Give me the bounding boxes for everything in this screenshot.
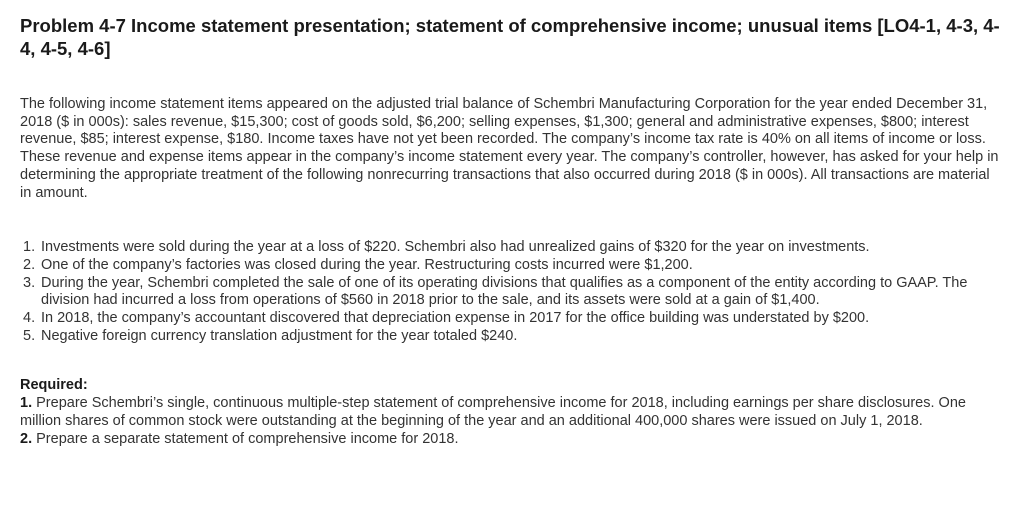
transaction-number: 3. — [23, 274, 36, 291]
required-number: 1. — [20, 395, 33, 412]
required-heading: Required: — [20, 377, 88, 394]
required-item — [20, 395, 1000, 430]
required-number: 2. — [20, 430, 33, 447]
required-text: Prepare a separate statement of comprehensive income for 2018. — [36, 430, 459, 447]
transaction-text: During the year, Schembri completed the sale of one of its operating divisions that qualifies as a component of the entity according to GAAP. The division had incurred a loss from operations of $560 in 2018 prior to the sale, and its assets were sold at a gain of $1,400. — [41, 274, 968, 309]
transaction-item — [20, 257, 1001, 275]
transaction-list — [20, 239, 1004, 345]
transaction-number: 1. — [23, 239, 36, 256]
transaction-number: 4. — [23, 310, 36, 327]
problem-intro: The following income statement items appeared on the adjusted trial balance of Schembri Manufacturing Corporation for the year ended December 31, 2018 ($ in 000s): sales revenue, $15,300; cost of goods sold, $6,200; selling expenses, $1,300; general and administrative expenses, $800; interest revenue, $85; interest expense, $180. Income taxes have not yet been recorded. The company’s income tax rate is 40% on all items of income or loss. These revenue and expense items appear in the company’s income statement every year. The company’s controller, however, has asked for your help in determining the appropriate treatment of the following nonrecurring transactions that also occurred during 2018 ($ in 000s). All transactions are material in amount. — [20, 96, 999, 201]
transaction-text: In 2018, the company’s accountant discovered that depreciation expense in 2017 for the office building was understated by $200. — [41, 310, 870, 327]
transaction-number: 2. — [23, 256, 36, 273]
transaction-item — [20, 328, 1001, 346]
transaction-item — [20, 310, 1001, 328]
problem-title: Problem 4-7 Income statement presentation; statement of comprehensive income; unusual items [LO4-1, 4-3, 4-4, 4-5, 4-6] — [20, 15, 1000, 59]
transaction-text: One of the company’s factories was closed during the year. Restructuring costs incurred were $1,200. — [41, 256, 693, 273]
transaction-text: Negative foreign currency translation adjustment for the year totaled $240. — [41, 327, 518, 344]
transaction-item — [20, 275, 1001, 310]
transaction-text: Investments were sold during the year at a loss of $220. Schembri also had unrealized gains of $320 for the year on investments. — [41, 239, 870, 256]
required-section — [20, 377, 1000, 448]
required-text: Prepare Schembri’s single, continuous multiple-step statement of comprehensive income for 2018, including earnings per share disclosures. One million shares of common stock were outstanding at the beginning of the year and an additional 400,000 shares were issued on July 1, 2018. — [20, 395, 966, 429]
transaction-item — [20, 239, 1001, 257]
required-item — [20, 431, 1000, 449]
transaction-number: 5. — [23, 327, 36, 344]
